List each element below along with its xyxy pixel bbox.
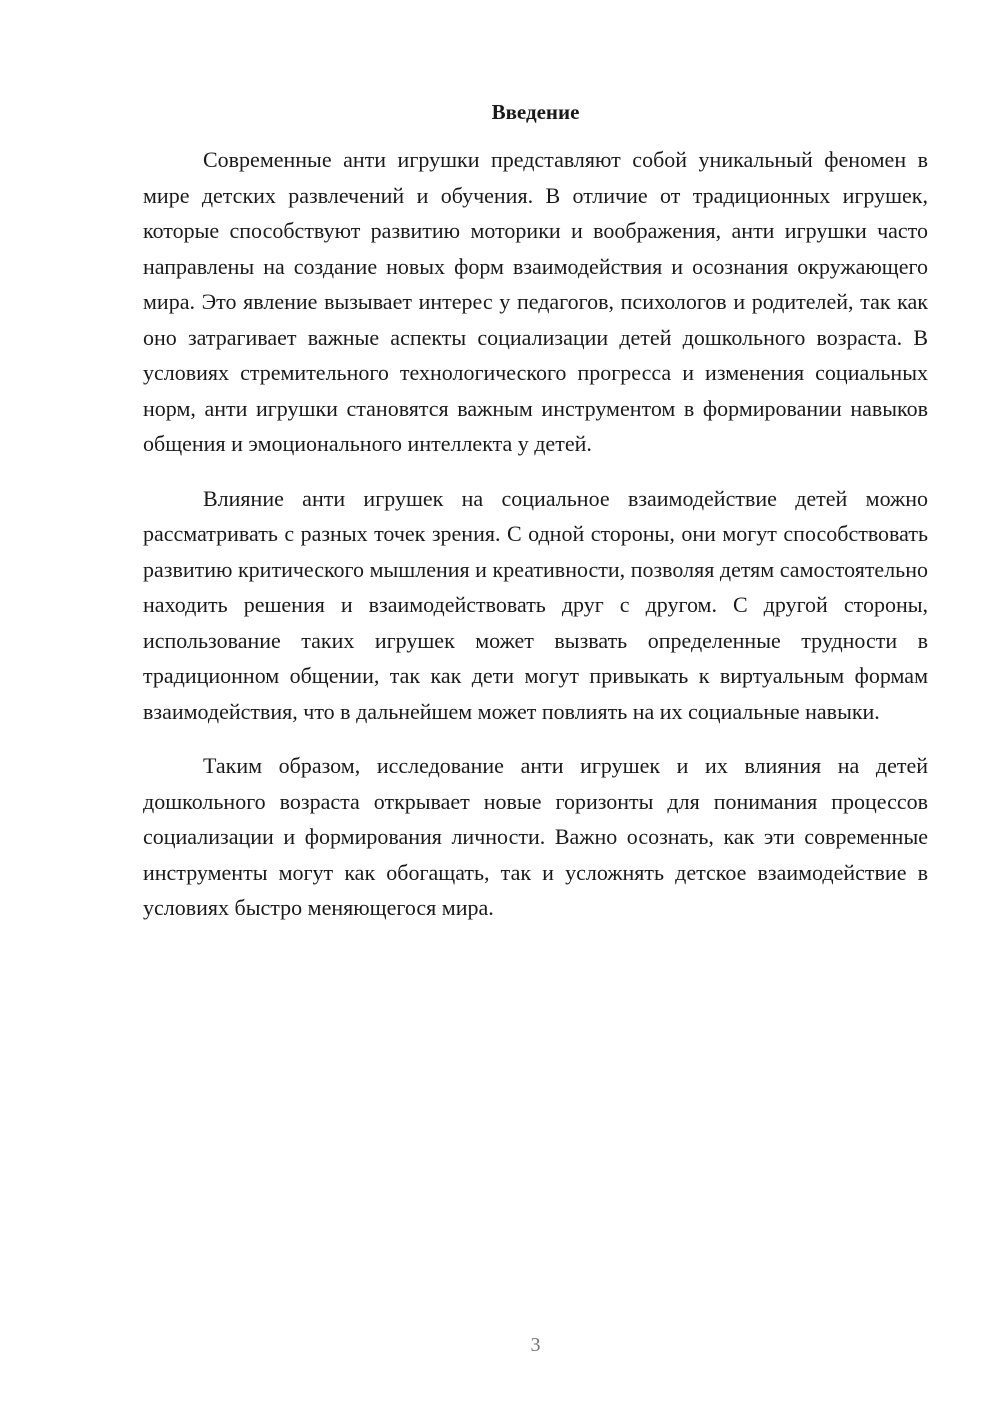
body-text [143,142,928,945]
page-number: 3 [530,1334,541,1356]
paragraph-2: Влияние анти игрушек на социальное взаимодействие детей можно рассматривать с разных точек зрения. С одной стороны, они могут способствовать развитию критического мышления и креативности, позволяя детям самостоятельно находить решения и взаимодействовать друг с другом. С другой стороны, использование таких игрушек может вызвать определенные трудности в традиционном общении, так как дети могут привыкать к виртуальным формам взаимодействия, что в дальнейшем может повлиять на их социальные навыки. [143,485,928,724]
paragraph-1: Современные анти игрушки представляют собой уникальный феномен в мире детских развлечений и обучения. В отличие от традиционных игрушек, которые способствуют развитию моторики и воображения, анти игрушки часто направлены на создание новых форм взаимодействия и осознания окружающего мира. Это явление вызывает интерес у педагогов, психологов и родителей, так как оно затрагивает важные аспекты социализации детей дошкольного возраста. В условиях стремительного технологического прогресса и изменения социальных норм, анти игрушки становятся важным инструментом в формировании навыков общения и эмоционального интеллекта у детей. [143,147,928,456]
section-heading: Введение [491,100,580,124]
paragraph-3: Таким образом, исследование анти игрушек и их влияния на детей дошкольного возраста открывает новые горизонты для понимания процессов социализации и формирования личности. Важно осознать, как эти современные инструменты могут как обогащать, так и усложнять детское взаимодействие в условиях быстро меняющегося мира. [143,753,928,920]
